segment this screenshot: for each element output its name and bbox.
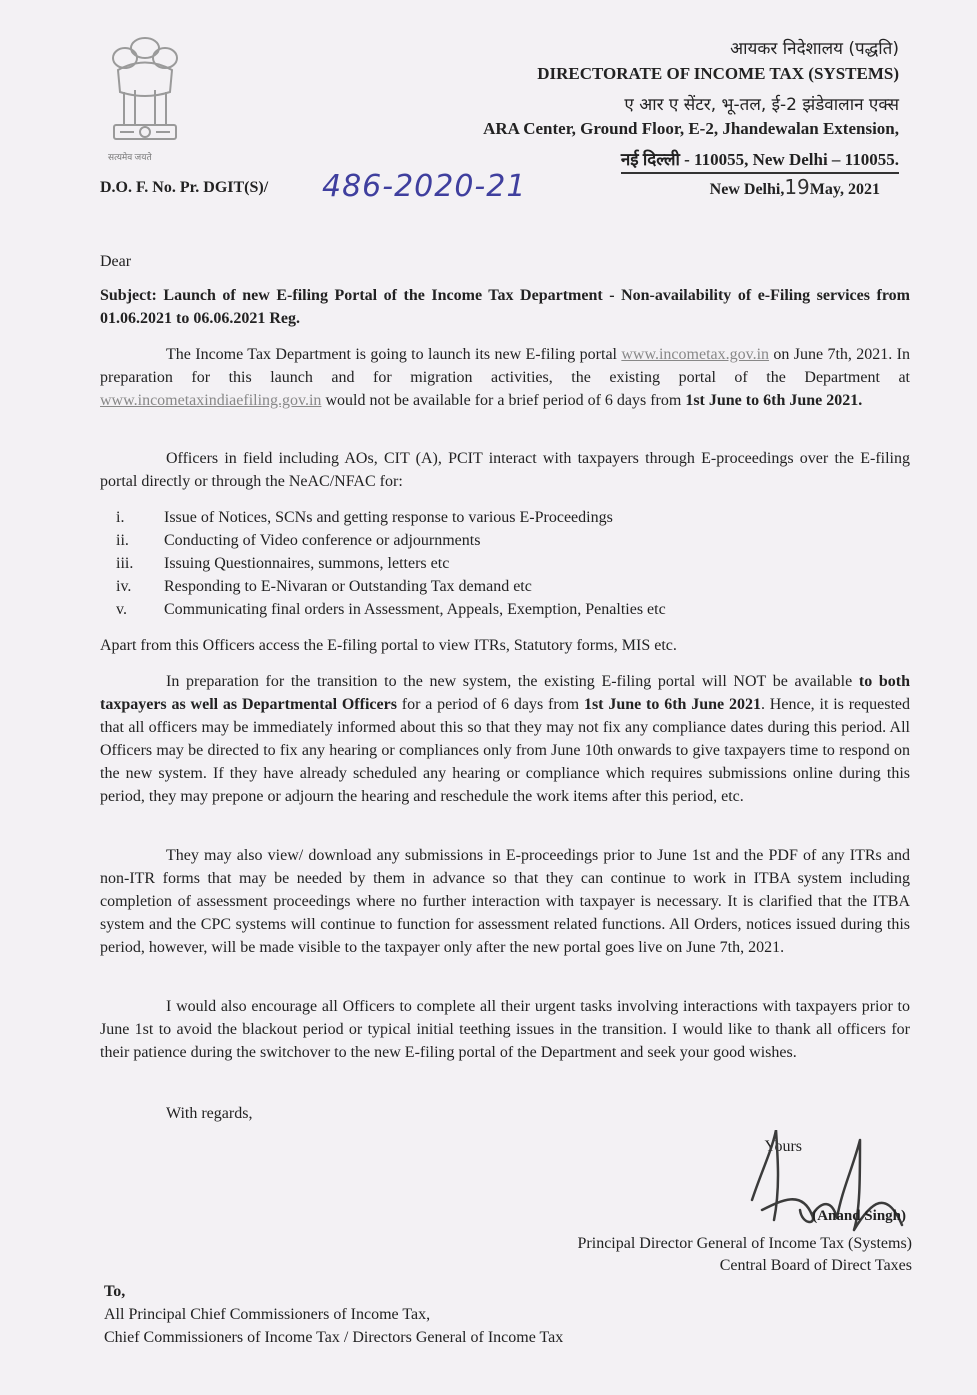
national-emblem-icon: [100, 30, 190, 170]
office-city: नई दिल्ली - 110055, New Delhi – 110055.: [621, 147, 899, 174]
paragraph-5: They may also view/ download any submissions in E-proceedings prior to June 1st and the PDF of any ITRs and non-ITR forms that may be needed by them in advance so that they can continue to work in ITBA system including completion of assessment proceedings where no further interaction with taxpayer is necessary. It is clarified that the ITBA system and the CPC systems will continue to function for assessment related functions. All Orders, notices issued during this period, however, will be made visible to the taxpayer only after the new portal goes live on June 7th, 2021.: [100, 847, 910, 956]
yours-text: Yours: [764, 1138, 802, 1155]
old-portal-link[interactable]: www.incometaxindiaefiling.gov.in: [100, 392, 322, 409]
salutation: Dear: [100, 253, 132, 270]
recipient-line: Chief Commissioners of Income Tax / Directors General of Income Tax: [104, 1329, 564, 1346]
office-address: ARA Center, Ground Floor, E-2, Jhandewalan Extension,: [483, 119, 899, 138]
paragraph-1: The Income Tax Department is going to launch its new E-filing portal www.incometax.gov.in on June 7th, 2021. In preparation for this launch and for migration activities, the existing portal of the Department at www.incometaxindiaefiling.gov.in would not be available for a brief period of 6 days from 1st June to 6th June 2021.: [100, 346, 910, 409]
list-item: v. Communicating final orders in Assessment, Appeals, Exemption, Penalties etc: [116, 601, 666, 618]
date-day-handwritten: 19: [784, 175, 810, 199]
office-name: DIRECTORATE OF INCOME TAX (SYSTEMS): [537, 64, 899, 83]
paragraph-2: Officers in field including AOs, CIT (A), PCIT interact with taxpayers through E-proceedings over the E-filing portal directly or through the NeAC/NFAC for:: [100, 450, 910, 490]
to-label: To,: [104, 1283, 126, 1300]
signatory-organisation: Central Board of Direct Taxes: [719, 1257, 912, 1274]
paragraph-6: I would also encourage all Officers to complete all their urgent tasks involving interactions with taxpayers prior to June 1st to avoid the blackout period or typical initial teething issues in the transition. I would like to thank all officers for their patience during the switchover to the new E-filing portal of the Department and seek your good wishes.: [100, 998, 910, 1061]
signature-block: [492, 1130, 912, 1280]
signatory-name: (Anand Singh): [812, 1208, 906, 1224]
list-item: iii. Issuing Questionnaires, summons, letters etc: [116, 555, 450, 572]
list-item: ii. Conducting of Video conference or adjournments: [116, 532, 481, 549]
address-hindi: ए आर ए सेंटर, भू-तल, ई-2 झंडेवालान एक्स: [624, 95, 899, 115]
new-portal-link[interactable]: www.incometax.gov.in: [621, 346, 770, 363]
paragraph-3: Apart from this Officers access the E-filing portal to view ITRs, Statutory forms, MIS etc.: [100, 637, 677, 654]
recipient-line: All Principal Chief Commissioners of Income Tax,: [104, 1306, 431, 1323]
handwritten-file-number: 486-2020-21: [322, 169, 527, 204]
letter-date: New Delhi,19May, 2021: [709, 175, 880, 199]
emblem-motto: सत्यमेव जयते: [108, 152, 152, 162]
reference-row: [100, 169, 910, 215]
signatory-title: Principal Director General of Income Tax (Systems): [577, 1235, 912, 1252]
eproceedings-list: [100, 506, 900, 621]
office-name-hindi: आयकर निदेशालय (पद्धति): [730, 39, 899, 59]
list-item: i. Issue of Notices, SCNs and getting response to various E-Proceedings: [116, 509, 613, 526]
paragraph-4: In preparation for the transition to the new system, the existing E-filing portal will NOT be available to both taxpayers as well as Departmental Officers for a period of 6 days from 1st June to 6th June 2021. Hence, it is requested that all officers may be immediately informed about this so that they may not fix any compliance dates during this period. All Officers may be directed to fix any hearing or compliances only from June 10th onwards to give taxpayers time to respond on the new system. If they have already scheduled any hearing or compliance which requires submissions online during this period, they may prepone or adjourn the hearing and reschedule the work items after this period, etc.: [100, 673, 911, 805]
list-item: iv. Responding to E-Nivaran or Outstanding Tax demand etc: [116, 578, 532, 595]
closing-regards: With regards,: [166, 1105, 253, 1122]
subject-line: Subject: Launch of new E-filing Portal of the Income Tax Department - Non-availability of e-Filing services from 01.06.2021 to 06.06.2021 Reg.: [100, 287, 910, 327]
recipients: [104, 1280, 563, 1349]
file-number-label: D.O. F. No. Pr. DGIT(S)/: [100, 179, 269, 196]
